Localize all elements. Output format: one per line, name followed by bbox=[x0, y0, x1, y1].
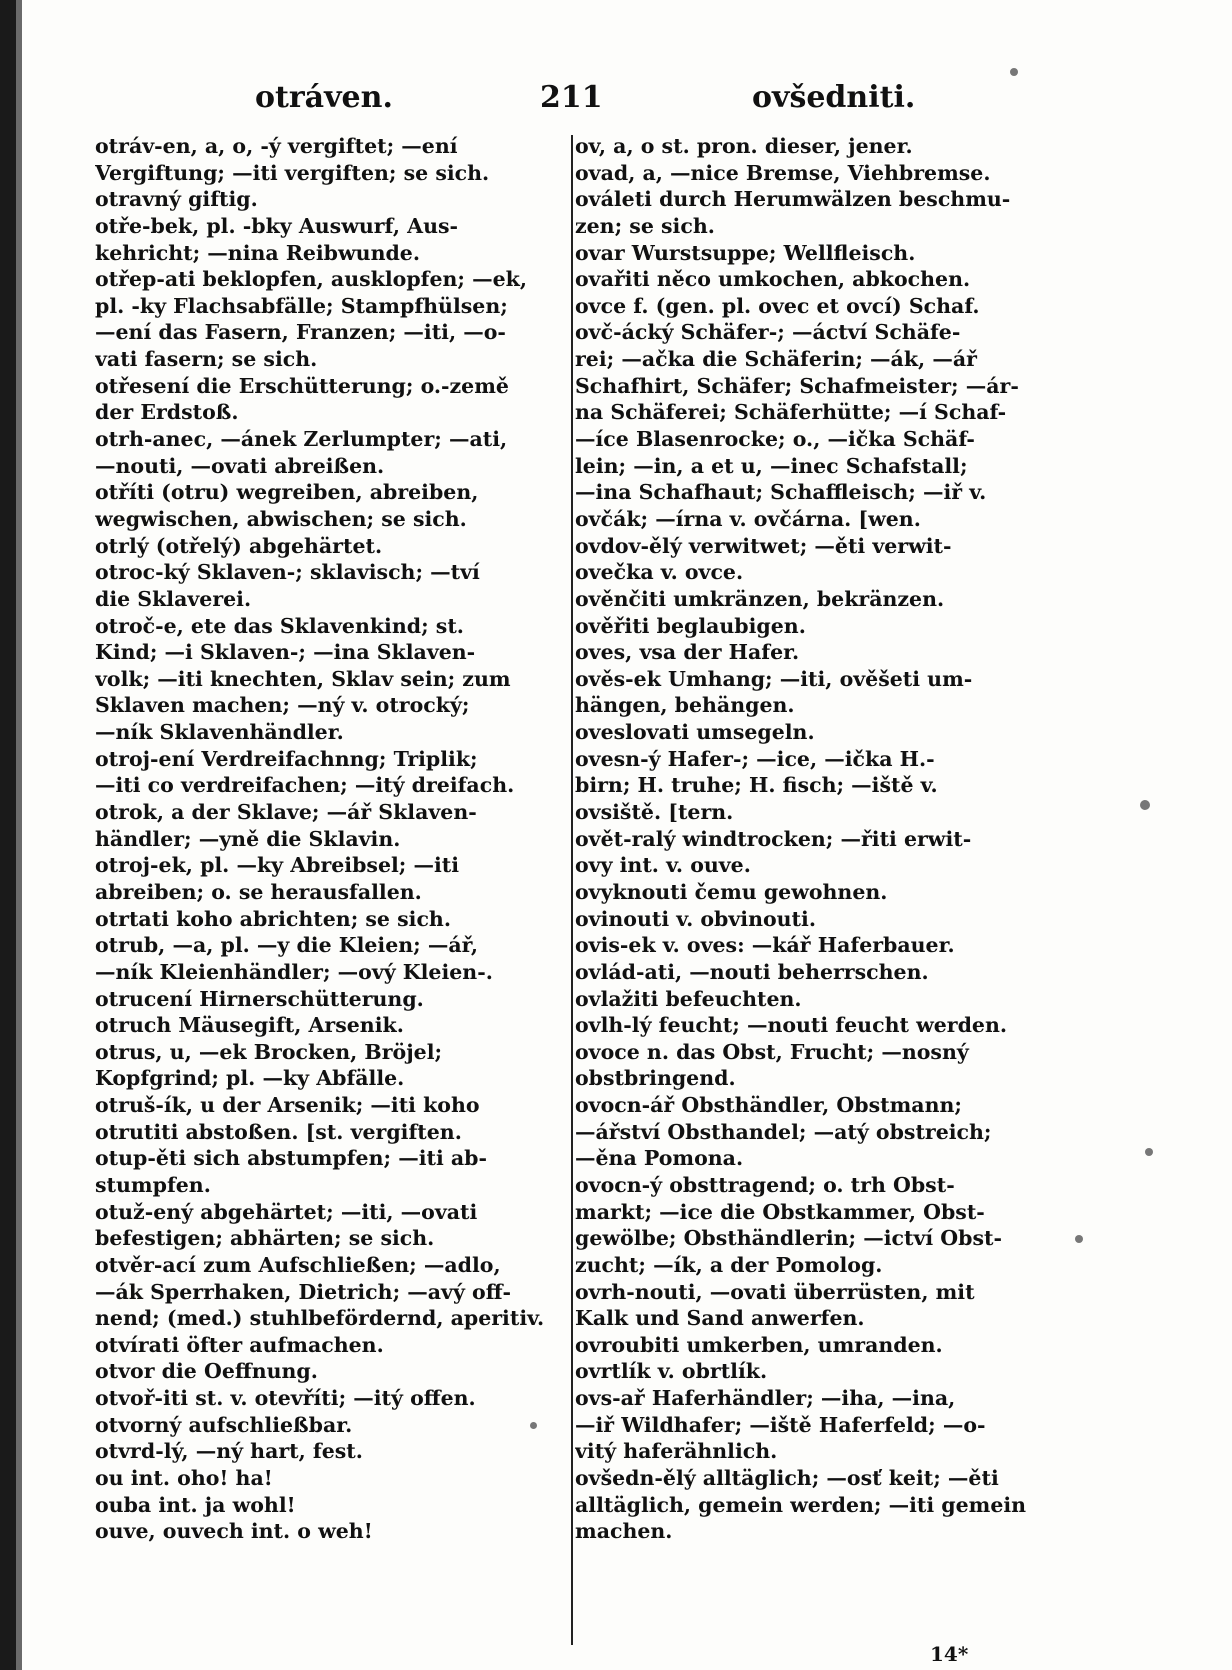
right-entry-line: obstbringend. bbox=[575, 1066, 736, 1091]
right-entry-line: —ina Schafhaut; Schaffleisch; —iř v. bbox=[575, 480, 987, 505]
right-entry-line: machen. bbox=[575, 1519, 673, 1544]
right-entry-line: ovs-ař Haferhändler; —iha, —ina, bbox=[575, 1386, 956, 1411]
left-entry-line: otřesení die Erschütterung; o.-země bbox=[95, 373, 509, 398]
left-entry-line: otroj-ení Verdreifachnng; Triplik; bbox=[95, 746, 478, 771]
left-entry-line: ouba int. ja wohl! bbox=[95, 1492, 296, 1517]
header-right-word: ovšedniti. bbox=[752, 80, 916, 115]
left-entry-line: otvor die Oeffnung. bbox=[95, 1359, 318, 1384]
left-entry-line: otrh-anec, —ánek Zerlumpter; —ati, bbox=[95, 427, 508, 452]
right-entry-line: ovocn-ář Obsthändler, Obstmann; bbox=[575, 1093, 962, 1118]
right-entry-line: gewölbe; Obsthändlerin; —ictví Obst- bbox=[575, 1226, 1003, 1251]
left-entry-line: wegwischen, abwischen; se sich. bbox=[95, 506, 467, 531]
left-entry-line: otvírati öfter aufmachen. bbox=[95, 1332, 384, 1357]
left-entry-line: otrok, a der Sklave; —ář Sklaven- bbox=[95, 800, 477, 825]
right-entry-line: ovšedn-ělý alltäglich; —osť keit; —ěti bbox=[575, 1466, 999, 1491]
left-entry-line: abreiben; o. se herausfallen. bbox=[95, 879, 422, 904]
left-entry-line: —nouti, —ovati abreißen. bbox=[95, 453, 385, 478]
right-entry-line: ováleti durch Herumwälzen beschmu- bbox=[575, 187, 1011, 212]
right-entry-line: ovečka v. ovce. bbox=[575, 560, 744, 585]
speck bbox=[1075, 1235, 1083, 1243]
column-divider bbox=[571, 135, 573, 1645]
right-entry-line: ovis-ek v. oves: —kář Haferbauer. bbox=[575, 933, 955, 958]
left-entry-line: otříti (otru) wegreiben, abreiben, bbox=[95, 480, 479, 505]
left-entry-line: —ák Sperrhaken, Dietrich; —avý off- bbox=[95, 1279, 512, 1304]
right-entry-line: zen; se sich. bbox=[575, 213, 715, 238]
right-entry-line: alltäglich, gemein werden; —iti gemein bbox=[575, 1492, 1027, 1517]
right-entry-line: ověřiti beglaubigen. bbox=[575, 613, 806, 638]
speck bbox=[1140, 800, 1150, 810]
left-entry-line: —ník Kleienhändler; —ový Kleien-. bbox=[95, 959, 493, 984]
left-entry-line: otvrd-lý, —ný hart, fest. bbox=[95, 1439, 363, 1464]
left-entry-line: Kopfgrind; pl. —ky Abfälle. bbox=[95, 1066, 405, 1091]
right-entry-line: Schafhirt, Schäfer; Schafmeister; —ár- bbox=[575, 373, 1019, 398]
left-entry-line: —ník Sklavenhändler. bbox=[95, 720, 344, 745]
header-left-word: otráven. bbox=[255, 80, 393, 115]
left-entry-line: otravný giftig. bbox=[95, 187, 258, 212]
right-entry-line: ovad, a, —nice Bremse, Viehbremse. bbox=[575, 160, 991, 185]
right-column bbox=[575, 133, 1045, 1545]
right-entry-line: —iř Wildhafer; —iště Haferfeld; —o- bbox=[575, 1412, 986, 1437]
right-entry-line: ovč-ácký Schäfer-; —áctví Schäfe- bbox=[575, 320, 961, 345]
right-entry-line: ovoce n. das Obst, Frucht; —nosný bbox=[575, 1039, 969, 1064]
right-entry-line: ovět-ralý windtrocken; —řiti erwit- bbox=[575, 826, 972, 851]
right-entry-line: lein; —in, a et u, —inec Schafstall; bbox=[575, 453, 968, 478]
left-entry-line: händler; —yně die Sklavin. bbox=[95, 826, 401, 851]
page-number: 211 bbox=[540, 80, 603, 115]
left-entry-line: otrutiti abstoßen. [st. vergiften. bbox=[95, 1119, 462, 1144]
left-entry-line: die Sklaverei. bbox=[95, 586, 252, 611]
left-entry-line: otrlý (otřelý) abgehärtet. bbox=[95, 533, 383, 558]
left-entry-line: otrucení Hirnerschütterung. bbox=[95, 986, 424, 1011]
left-entry-line: otruch Mäusegift, Arsenik. bbox=[95, 1013, 404, 1038]
right-entry-line: ovařiti něco umkochen, abkochen. bbox=[575, 267, 971, 292]
left-entry-line: kehricht; —nina Reibwunde. bbox=[95, 240, 420, 265]
left-entry-line: otvorný aufschließbar. bbox=[95, 1412, 353, 1437]
right-entry-line: ovce f. (gen. pl. ovec et ovcí) Schaf. bbox=[575, 293, 980, 318]
right-entry-line: ovsiště. [tern. bbox=[575, 800, 734, 825]
left-entry-line: otřep-ati beklopfen, ausklopfen; —ek, bbox=[95, 267, 528, 292]
right-entry-line: ovlád-ati, —nouti beherrschen. bbox=[575, 959, 929, 984]
right-entry-line: ověs-ek Umhang; —iti, ověšeti um- bbox=[575, 666, 973, 691]
left-entry-line: otvěr-ací zum Aufschließen; —adlo, bbox=[95, 1252, 501, 1277]
right-entry-line: oveslovati umsegeln. bbox=[575, 720, 815, 745]
right-entry-line: ovroubiti umkerben, umranden. bbox=[575, 1332, 943, 1357]
signature-mark: 14* bbox=[930, 1642, 969, 1666]
left-entry-line: ouve, ouvech int. o weh! bbox=[95, 1519, 373, 1544]
right-entry-line: markt; —ice die Obstkammer, Obst- bbox=[575, 1199, 985, 1224]
left-entry-line: vati fasern; se sich. bbox=[95, 347, 318, 372]
left-entry-line: Sklaven machen; —ný v. otrocký; bbox=[95, 693, 470, 718]
right-entry-line: ovocn-ý obsttragend; o. trh Obst- bbox=[575, 1172, 955, 1197]
left-entry-line: Vergiftung; —iti vergiften; se sich. bbox=[95, 160, 490, 185]
right-entry-line: rei; —ačka die Schäferin; —ák, —ář bbox=[575, 347, 977, 372]
left-entry-line: otroč-e, ete das Sklavenkind; st. bbox=[95, 613, 464, 638]
right-entry-line: —íce Blasenrocke; o., —ička Schäf- bbox=[575, 427, 975, 452]
speck bbox=[1145, 1148, 1153, 1156]
left-entry-line: otráv-en, a, o, -ý vergiftet; —ení bbox=[95, 134, 458, 158]
left-entry-line: volk; —iti knechten, Sklav sein; zum bbox=[95, 666, 511, 691]
right-entry-line: —ěna Pomona. bbox=[575, 1146, 744, 1171]
left-entry-line: otrtati koho abrichten; se sich. bbox=[95, 906, 451, 931]
right-entry-line: ovyknouti čemu gewohnen. bbox=[575, 879, 888, 904]
right-entry-line: vitý haferähnlich. bbox=[575, 1439, 778, 1464]
right-entry-line: ov, a, o st. pron. dieser, jener. bbox=[575, 134, 913, 158]
left-entry-line: stumpfen. bbox=[95, 1172, 211, 1197]
right-entry-line: ověnčiti umkränzen, bekränzen. bbox=[575, 586, 945, 611]
binding-shadow bbox=[0, 0, 16, 1670]
right-entry-line: ovrh-nouti, —ovati überrüsten, mit bbox=[575, 1279, 975, 1304]
left-entry-line: Kind; —i Sklaven-; —ina Sklaven- bbox=[95, 640, 476, 665]
right-entry-line: ovlh-lý feucht; —nouti feucht werden. bbox=[575, 1013, 1007, 1038]
right-entry-line: hängen, behängen. bbox=[575, 693, 795, 718]
left-entry-line: otruš-ík, u der Arsenik; —iti koho bbox=[95, 1093, 480, 1118]
left-entry-line: pl. -ky Flachsabfälle; Stampfhülsen; bbox=[95, 293, 508, 318]
left-entry-line: otrus, u, —ek Brocken, Bröjel; bbox=[95, 1039, 443, 1064]
left-entry-line: nend; (med.) stuhlbefördernd, aperitiv. bbox=[95, 1306, 545, 1331]
right-entry-line: ovy int. v. ouve. bbox=[575, 853, 751, 878]
left-entry-line: —ení das Fasern, Franzen; —iti, —o- bbox=[95, 320, 506, 345]
left-entry-line: otroj-ek, pl. —ky Abreibsel; —iti bbox=[95, 853, 460, 878]
right-entry-line: ovrtlík v. obrtlík. bbox=[575, 1359, 768, 1384]
left-entry-line: befestigen; abhärten; se sich. bbox=[95, 1226, 435, 1251]
right-entry-line: birn; H. truhe; H. fisch; —iště v. bbox=[575, 773, 938, 798]
page-header bbox=[0, 80, 1232, 130]
speck bbox=[1010, 68, 1018, 76]
right-entry-line: na Schäferei; Schäferhütte; —í Schaf- bbox=[575, 400, 1007, 425]
right-entry-line: Kalk und Sand anwerfen. bbox=[575, 1306, 865, 1331]
left-entry-line: otuž-ený abgehärtet; —iti, —ovati bbox=[95, 1199, 478, 1224]
left-entry-line: otroc-ký Sklaven-; sklavisch; —tví bbox=[95, 560, 480, 585]
right-entry-line: ovčák; —írna v. ovčárna. [wen. bbox=[575, 506, 921, 531]
right-entry-line: oves, vsa der Hafer. bbox=[575, 640, 800, 665]
right-entry-line: ovlažiti befeuchten. bbox=[575, 986, 802, 1011]
left-column bbox=[95, 133, 563, 1545]
left-entry-line: otup-ěti sich abstumpfen; —iti ab- bbox=[95, 1146, 488, 1171]
left-entry-line: ou int. oho! ha! bbox=[95, 1466, 273, 1491]
left-entry-line: der Erdstoß. bbox=[95, 400, 239, 425]
left-entry-line: otvoř-iti st. v. otevříti; —itý offen. bbox=[95, 1386, 476, 1411]
left-entry-line: otrub, —a, pl. —y die Kleien; —ář, bbox=[95, 933, 479, 958]
right-entry-line: zucht; —ík, a der Pomolog. bbox=[575, 1252, 883, 1277]
right-entry-line: ovdov-ělý verwitwet; —ěti verwit- bbox=[575, 533, 952, 558]
right-entry-line: ovinouti v. obvinouti. bbox=[575, 906, 816, 931]
left-entry-line: otře-bek, pl. -bky Auswurf, Aus- bbox=[95, 213, 459, 238]
left-entry-line: —iti co verdreifachen; —itý dreifach. bbox=[95, 773, 515, 798]
right-entry-line: ovar Wurstsuppe; Wellfleisch. bbox=[575, 240, 916, 265]
binding-edge bbox=[16, 0, 22, 1670]
right-entry-line: —ářství Obsthandel; —atý obstreich; bbox=[575, 1119, 992, 1144]
speck bbox=[530, 1422, 537, 1429]
right-entry-line: ovesn-ý Hafer-; —ice, —ička H.- bbox=[575, 746, 935, 771]
